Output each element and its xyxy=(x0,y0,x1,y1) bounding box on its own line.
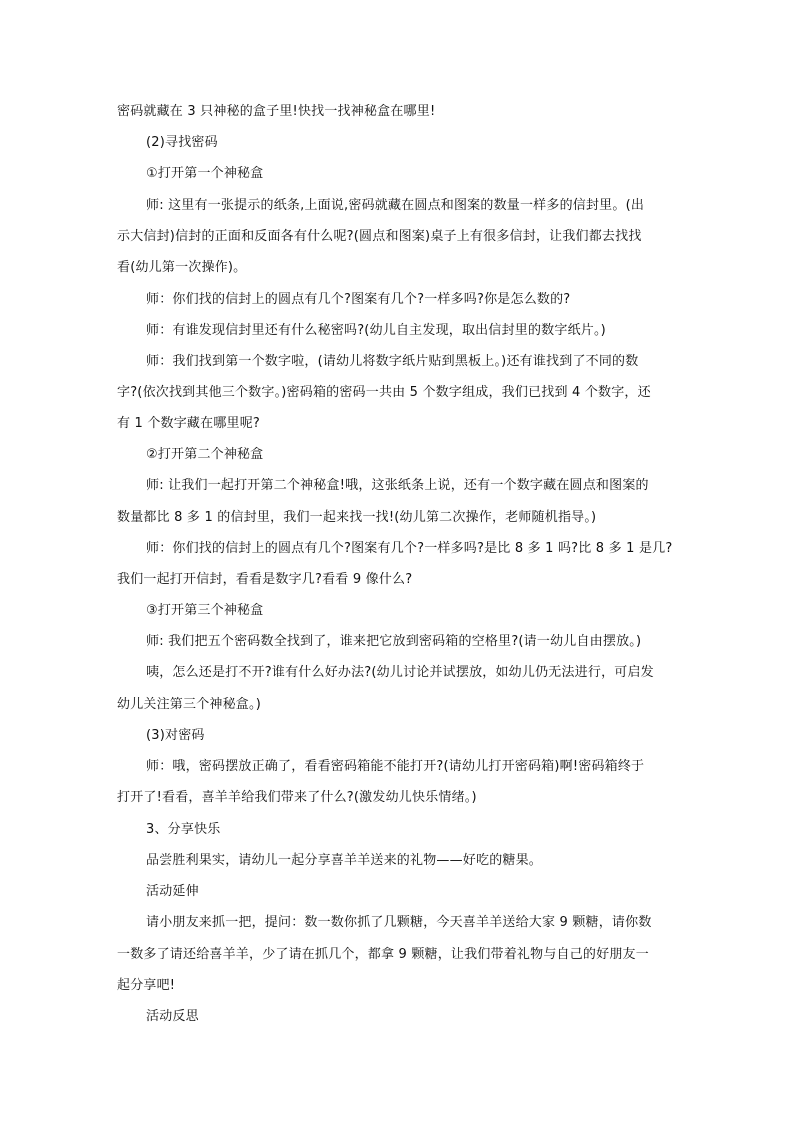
paragraph-line: 起分享吧! xyxy=(117,978,176,993)
subsection-heading: ③打开第三个神秘盒 xyxy=(146,603,264,618)
paragraph-line: 密码就藏在 3 只神秘的盒子里!快找一找神秘盒在哪里! xyxy=(117,104,436,119)
section-heading: 3、分享快乐 xyxy=(146,822,221,837)
paragraph-line: 师: 让我们一起打开第二个神秘盒!哦，这张纸条上说，还有一个数字藏在圆点和图案的 xyxy=(146,478,649,493)
paragraph-line: 数量都比 8 多 1 的信封里，我们一起来找一找!(幼儿第二次操作，老师随机指导。) xyxy=(117,510,597,525)
paragraph-line: 师：有谁发现信封里还有什么秘密吗?(幼儿自主发现，取出信封里的数字纸片。) xyxy=(146,323,606,338)
section-heading: (2)寻找密码 xyxy=(146,135,218,150)
section-heading: 活动延伸 xyxy=(146,884,199,899)
paragraph-line: 咦，怎么还是打不开?谁有什么好办法?(幼儿讨论并试摆放，如幼儿仍无法进行，可启发 xyxy=(146,665,654,680)
paragraph-line: 师：你们找的信封上的圆点有几个?图案有几个?一样多吗?你是怎么数的? xyxy=(146,292,571,307)
paragraph-line: 我们一起打开信封，看看是数字几?看看 9 像什么? xyxy=(117,572,413,587)
paragraph-line: 一数多了请还给喜羊羊，少了请在抓几个，都拿 9 颗糖，让我们带着礼物与自己的好朋友一 xyxy=(117,947,649,962)
paragraph-line: 师: 我们把五个密码数全找到了，谁来把它放到密码箱的空格里?(请一幼儿自由摆放。) xyxy=(146,634,642,649)
paragraph-line: 品尝胜利果实，请幼儿一起分享喜羊羊送来的礼物——好吃的糖果。 xyxy=(146,853,543,868)
paragraph-line: 字?(依次找到其他三个数字。)密码箱的密码一共由 5 个数字组成，我们已找到 4 个数字，还 xyxy=(117,385,651,400)
paragraph-line: 师：你们找的信封上的圆点有几个?图案有几个?一样多吗?是比 8 多 1 吗?比 8 多 1 是几? xyxy=(146,541,673,556)
paragraph-line: 师：哦，密码摆放正确了，看看密码箱能不能打开?(请幼儿打开密码箱)啊!密码箱终于 xyxy=(146,759,645,774)
paragraph-line: 看(幼儿第一次操作)。 xyxy=(117,260,247,275)
paragraph-line: 示大信封)信封的正面和反面各有什么呢?(圆点和图案)桌子上有很多信封，让我们都去找找 xyxy=(117,229,642,244)
subsection-heading: ②打开第二个神秘盒 xyxy=(146,447,264,462)
subsection-heading: ①打开第一个神秘盒 xyxy=(146,166,264,181)
paragraph-line: 幼儿关注第三个神秘盒。) xyxy=(117,697,261,712)
section-heading: 活动反思 xyxy=(146,1009,199,1024)
paragraph-line: 师：我们找到第一个数字啦，(请幼儿将数字纸片贴到黑板上。)还有谁找到了不同的数 xyxy=(146,354,639,369)
paragraph-line: 师: 这里有一张提示的纸条,上面说,密码就藏在圆点和图案的数量一样多的信封里。(出 xyxy=(146,198,645,213)
paragraph-line: 有 1 个数字藏在哪里呢? xyxy=(117,416,261,431)
paragraph-line: 请小朋友来抓一把，提问：数一数你抓了几颗糖，今天喜羊羊送给大家 9 颗糖，请你数 xyxy=(146,915,652,930)
section-heading: (3)对密码 xyxy=(146,728,205,743)
paragraph-line: 打开了!看看，喜羊羊给我们带来了什么?(激发幼儿快乐情绪。) xyxy=(117,790,477,805)
